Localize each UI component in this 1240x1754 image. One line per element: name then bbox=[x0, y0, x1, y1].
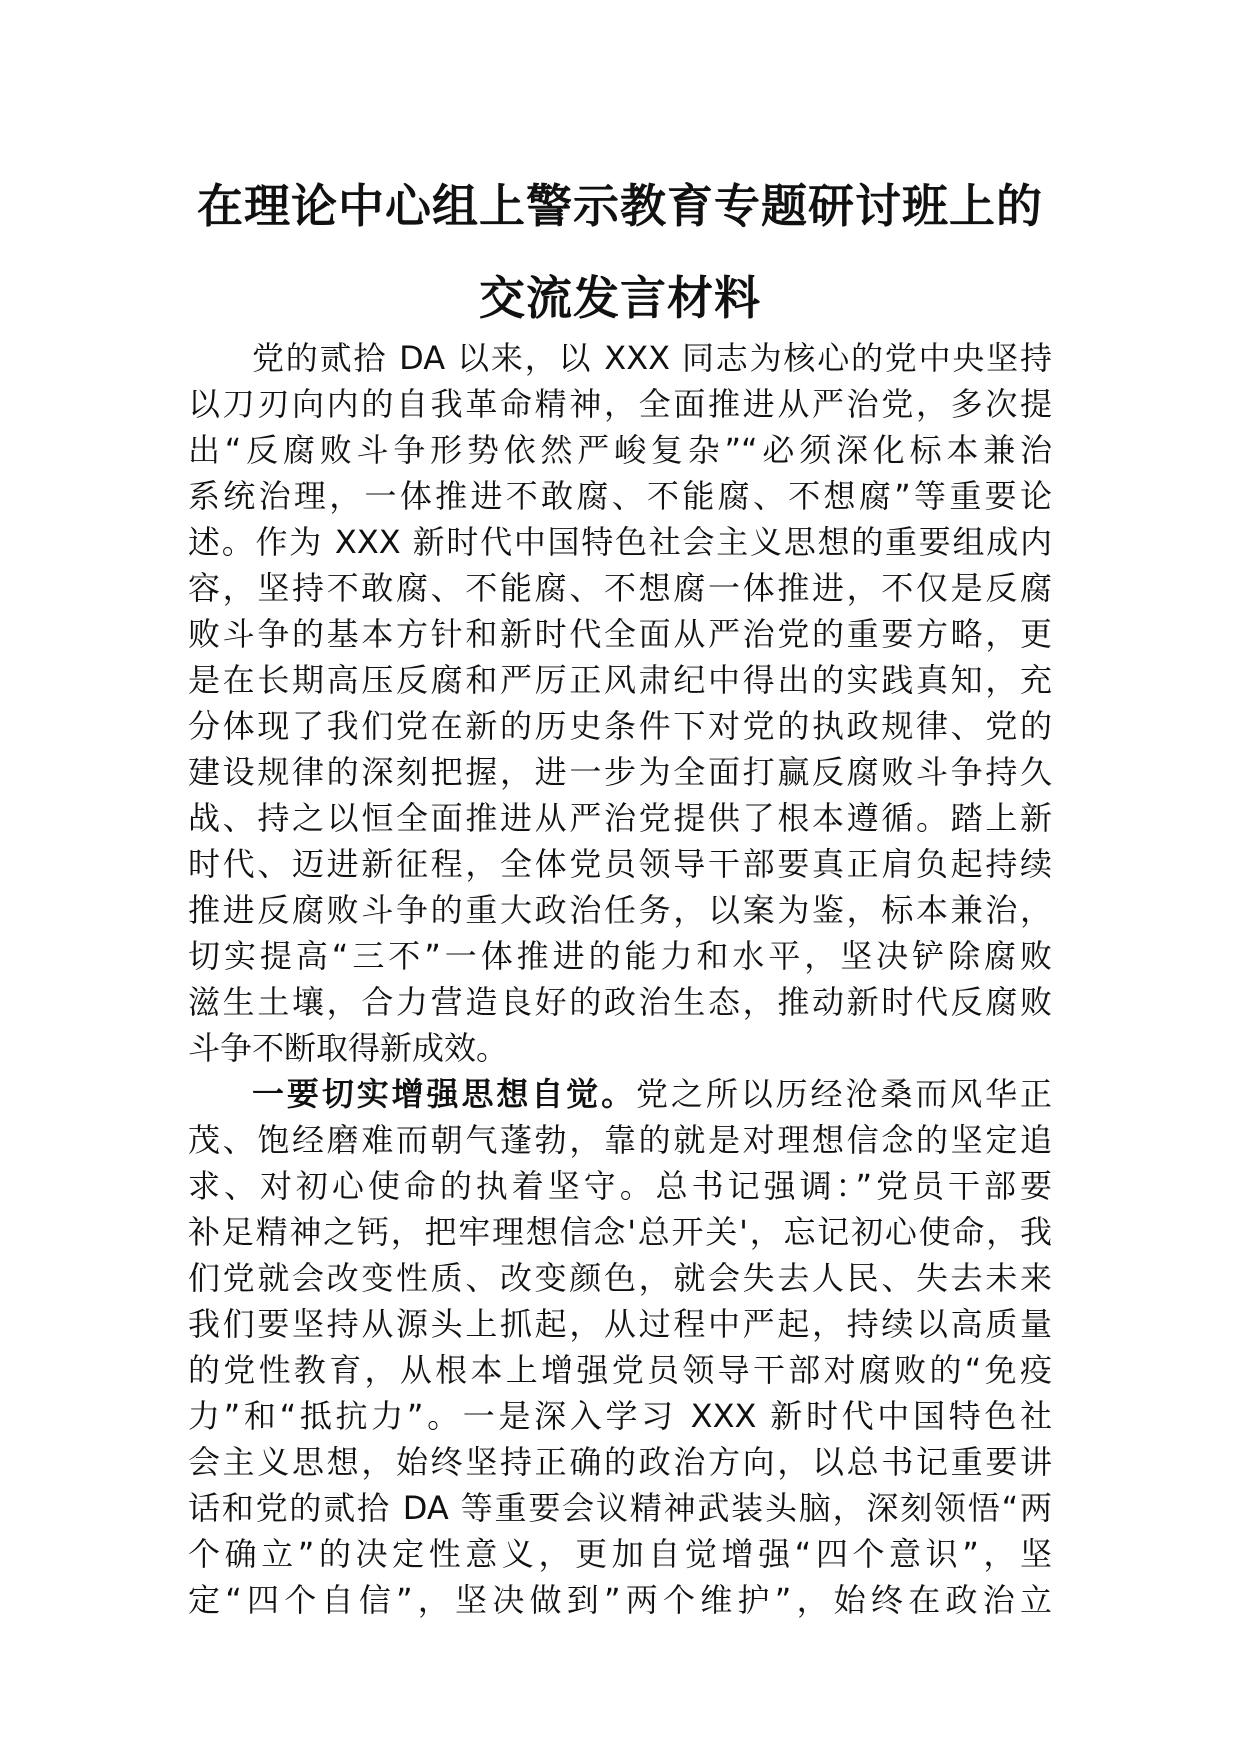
text-line: 滋生土壤，合力营造良好的政治生态，推动新时代反腐败 bbox=[188, 983, 1052, 1021]
document-body bbox=[188, 335, 1052, 1623]
text-line: 定“四个自信”，坚决做到”两个维护”，始终在政治立 bbox=[188, 1581, 1052, 1619]
text-line: 战、持之以恒全面推进从严治党提供了根本遵循。踏上新 bbox=[188, 799, 1052, 837]
text-line: 出“反腐败斗争形势依然严峻复杂”“必须深化标本兼治 bbox=[188, 431, 1052, 469]
text-line bbox=[188, 1071, 1052, 1117]
heading-line-rest: 党之所以历经沧桑而风华正 bbox=[636, 1075, 1052, 1113]
text-line: 时代、迈进新征程，全体党员领导干部要真正肩负起持续 bbox=[188, 845, 1052, 883]
text-line: 败斗争的基本方针和新时代全面从严治党的重要方略，更 bbox=[188, 615, 1052, 653]
text-line: 推进反腐败斗争的重大政治任务，以案为鉴，标本兼治， bbox=[188, 891, 1052, 929]
text-line: 话和党的贰拾 DA 等重要会议精神武装头脑，深刻领悟“两 bbox=[188, 1489, 1052, 1527]
paragraph-1 bbox=[188, 335, 1052, 1071]
text-line: 述。作为 XXX 新时代中国特色社会主义思想的重要组成内 bbox=[188, 523, 1052, 561]
document-title-line-2: 交流发言材料 bbox=[479, 271, 761, 325]
text-line: 补足精神之钙，把牢理想信念'总开关'，忘记初心使命，我 bbox=[188, 1213, 1052, 1251]
text-line: 我们要坚持从源头上抓起，从过程中严起，持续以高质量 bbox=[188, 1305, 1052, 1343]
text-line: 茂、饱经磨难而朝气蓬勃，靠的就是对理想信念的坚定追 bbox=[188, 1121, 1052, 1159]
text-line: 建设规律的深刻把握，进一步为全面打赢反腐败斗争持久 bbox=[188, 753, 1052, 791]
text-line: 的党性教育，从根本上增强党员领导干部对腐败的“免疫 bbox=[188, 1351, 1052, 1389]
text-line: 个确立”的决定性意义，更加自觉增强“四个意识”，坚 bbox=[188, 1535, 1052, 1573]
text-line: 切实提高“三不”一体推进的能力和水平，坚决铲除腐败 bbox=[188, 937, 1052, 975]
section-heading: 一要切实增强思想自觉。 bbox=[252, 1075, 636, 1113]
text-line: 求、对初心使命的执着坚守。总书记强调：”党员干部要 bbox=[188, 1167, 1052, 1205]
text-line: 以刀刃向内的自我革命精神，全面推进从严治党，多次提 bbox=[188, 385, 1052, 423]
text-line: 党的贰拾 DA 以来，以 XXX 同志为核心的党中央坚持 bbox=[252, 339, 1052, 377]
text-line: 容，坚持不敢腐、不能腐、不想腐一体推进，不仅是反腐 bbox=[188, 569, 1052, 607]
text-line: 们党就会改变性质、改变颜色，就会失去人民、失去未来 bbox=[188, 1259, 1052, 1297]
text-line: 会主义思想，始终坚持正确的政治方向，以总书记重要讲 bbox=[188, 1443, 1052, 1481]
text-line: 系统治理，一体推进不敢腐、不能腐、不想腐”等重要论 bbox=[188, 477, 1052, 515]
text-line: 斗争不断取得新成效。 bbox=[188, 1029, 509, 1067]
text-line: 力”和“抵抗力”。一是深入学习 XXX 新时代中国特色社 bbox=[188, 1397, 1052, 1435]
document-title-line-1: 在理论中心组上警示教育专题研讨班上的 bbox=[197, 179, 1043, 233]
paragraph-2 bbox=[188, 1071, 1052, 1623]
text-line: 分体现了我们党在新的历史条件下对党的执政规律、党的 bbox=[188, 707, 1052, 745]
text-line: 是在长期高压反腐和严厉正风肃纪中得出的实践真知，充 bbox=[188, 661, 1052, 699]
